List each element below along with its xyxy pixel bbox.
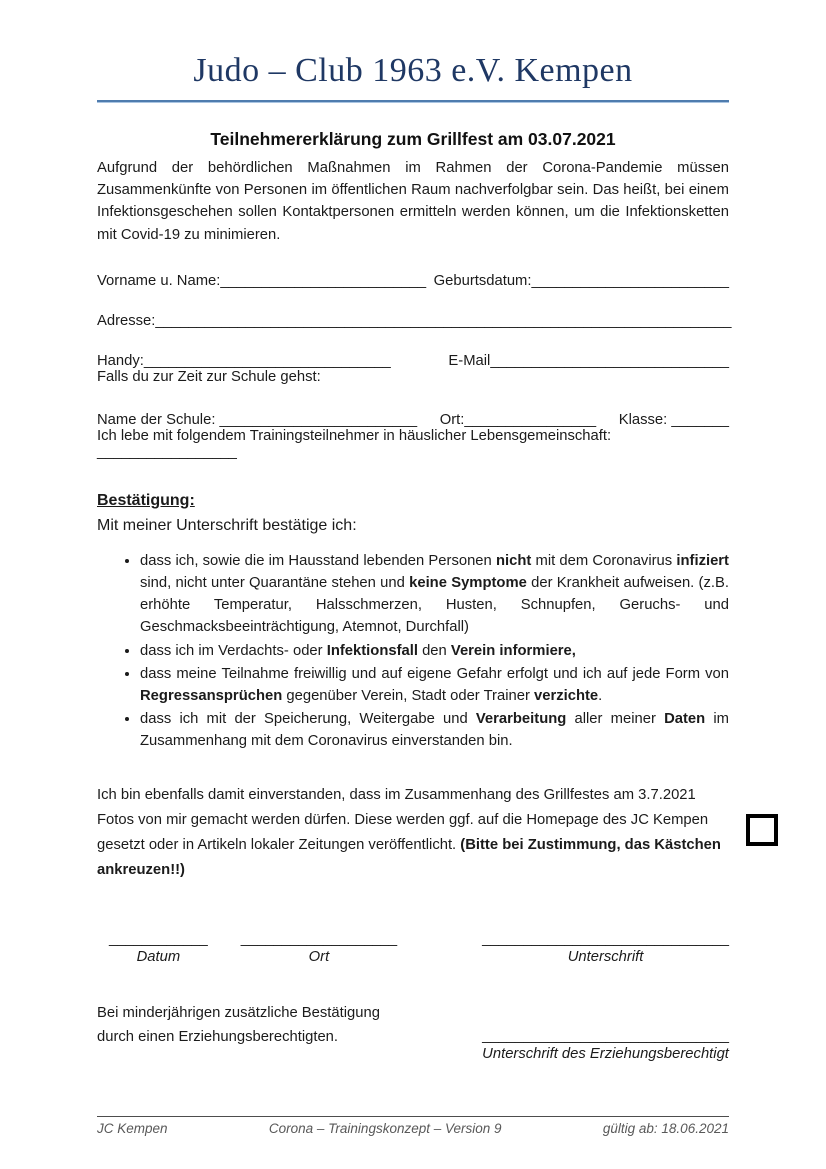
place-signature-block: [241, 931, 397, 965]
confirmation-bullet-data: • dass ich mit der Speicherung, Weitergabe und Verarbeitung aller meiner Daten im Zusammenhang mit dem Coronavirus einverstanden bin.: [140, 708, 729, 752]
confirmation-list: [97, 550, 729, 753]
signature-row: [97, 931, 729, 965]
name-field: Vorname u. Name:_________________________: [97, 272, 427, 289]
guardian-section: [97, 1001, 729, 1062]
minor-note: [97, 1001, 380, 1050]
guardian-signature-line: ______________________________: [482, 1027, 729, 1044]
phone-field: Handy:______________________________: [97, 352, 391, 369]
place-signature-line: ___________________: [240, 930, 398, 947]
date-signature-line: ____________: [109, 930, 208, 947]
guardian-signature-label: Unterschrift des Erziehungsberechtigt: [482, 1045, 729, 1062]
footer-club: JC Kempen: [97, 1121, 168, 1136]
confirmation-bullet-health: • dass ich, sowie die im Hausstand lebenden Personen nicht mit dem Coronavirus infiziert sind, nicht unter Quarantäne stehen und keine Symptome der Krankheit aufweisen. (z.B. erhöhte Temperatur, Halsschmerzen, Husten, Schnupfen, Geruchs- und Geschmacksbeeinträchtigung, Atemnot, Durchfall): [140, 550, 729, 639]
photo-consent-paragraph: Ich bin ebenfalls damit einverstanden, dass im Zusammenhang des Grillfestes am 3.7.2021 Fotos von mir gemacht werden dürfen. Diese werden ggf. auf die Homepage des JC Kempen gesetzt oder in Artikeln lokaler Zeitungen veröffentlicht. (Bitte bei Zustimmung, das Kästchen ankreuzen!!): [97, 787, 721, 878]
confirmation-bullet-inform: • dass ich im Verdachts- oder Infektionsfall den Verein informiere,: [140, 640, 729, 662]
form-row-name-birthdate: [97, 273, 729, 289]
minor-note-line2: durch einen Erziehungsberechtigten.: [97, 1029, 339, 1046]
date-label: Datum: [136, 948, 181, 965]
intro-paragraph: Aufgrund der behördlichen Maßnahmen im Rahmen der Corona-Pandemie müssen Zusammenkünfte von Personen im öffentlichen Raum nachverfolgbar sein. Das heißt, bei einem Infektionsgeschehen sollen Kontaktpersonen ermitteln werden können, um die Infektionsketten mit Covid-19 zu minimieren.: [97, 160, 729, 243]
place-label: Ort: [308, 948, 330, 965]
household-field: Ich lebe mit folgendem Trainingsteilnehmer in häuslicher Lebensgemeinschaft: _________________: [97, 427, 612, 460]
header-divider: [97, 100, 729, 103]
confirmation-bullet-liability: • dass meine Teilnahme freiwillig und auf eigene Gefahr erfolgt und ich auf jede Form von Regressansprüchen gegenüber Verein, Stadt oder Trainer verzichte.: [140, 663, 729, 707]
footer-valid-from: gültig ab: 18.06.2021: [602, 1121, 729, 1136]
form-row-address: [97, 312, 732, 329]
photo-consent-checkbox[interactable]: [746, 814, 778, 846]
guardian-signature-block: [482, 1028, 729, 1062]
birthdate-field: Geburtsdatum:________________________: [433, 272, 729, 289]
page-footer: [97, 1116, 729, 1136]
participant-signature-line: ______________________________: [482, 930, 729, 947]
school-city-field: Ort:________________: [439, 411, 597, 428]
footer-document-title: Corona – Trainingskonzept – Version 9: [268, 1121, 502, 1136]
form-row-phone-email: [97, 353, 729, 369]
school-intro: Falls du zur Zeit zur Schule gehst:: [97, 368, 321, 385]
minor-note-line1: Bei minderjährigen zusätzliche Bestätigung: [97, 1004, 380, 1021]
form-heading: Teilnehmererklärung zum Grillfest am 03.07.2021: [210, 129, 616, 149]
confirmation-heading: Bestätigung:: [97, 491, 195, 509]
school-class-field: Klasse: _______: [618, 411, 729, 428]
address-field: Adresse:______________________________________________________________________: [97, 312, 732, 329]
date-signature-block: [109, 931, 208, 965]
school-name-field: Name der Schule: ________________________: [97, 411, 418, 428]
club-title: Judo – Club 1963 e.V. Kempen: [193, 52, 633, 89]
participant-signature-label: Unterschrift: [567, 948, 644, 965]
email-field: E-Mail_____________________________: [448, 352, 729, 369]
confirmation-lead: Mit meiner Unterschrift bestätige ich:: [97, 516, 357, 534]
form-row-school: [97, 412, 729, 428]
participant-signature-block: [482, 931, 729, 965]
